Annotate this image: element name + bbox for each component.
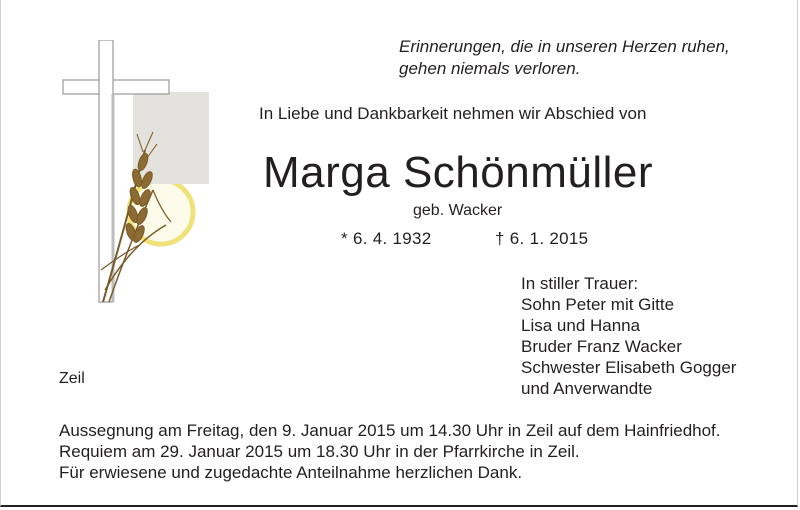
- mourner-line: Bruder Franz Wacker: [521, 337, 682, 356]
- service-line: Für erwiesene und zugedachte Anteilnahme herzlichen Dank.: [59, 463, 523, 482]
- cross-wheat-artwork: [61, 40, 211, 320]
- place-name: Zeil: [59, 370, 85, 387]
- intro-text: In Liebe und Dankbarkeit nehmen wir Abschied von: [259, 104, 647, 123]
- service-line: Aussegnung am Freitag, den 9. Januar 2015 um 14.30 Uhr in Zeil auf dem Hainfriedhof.: [59, 421, 721, 440]
- service-line: Requiem am 29. Januar 2015 um 18.30 Uhr in der Pfarrkirche in Zeil.: [59, 442, 580, 461]
- death-date: † 6. 1. 2015: [495, 229, 589, 248]
- service-details: [59, 420, 721, 483]
- mourner-line: Schwester Elisabeth Gogger: [521, 358, 737, 377]
- mourner-line: Lisa und Hanna: [521, 316, 641, 335]
- motto-line: Erinnerungen, die in unseren Herzen ruhen,: [399, 37, 730, 56]
- maiden-name: geb. Wacker: [413, 202, 503, 219]
- deceased-name: Marga Schönmüller: [263, 148, 653, 197]
- mourners-heading: In stiller Trauer:: [521, 274, 639, 293]
- motto-quote: [399, 36, 730, 80]
- motto-line: gehen niemals verloren.: [399, 59, 581, 78]
- mourners-list: [521, 273, 736, 399]
- birth-date: * 6. 4. 1932: [341, 229, 432, 248]
- mourner-line: Sohn Peter mit Gitte: [521, 295, 675, 314]
- mourner-line: und Anverwandte: [521, 379, 653, 398]
